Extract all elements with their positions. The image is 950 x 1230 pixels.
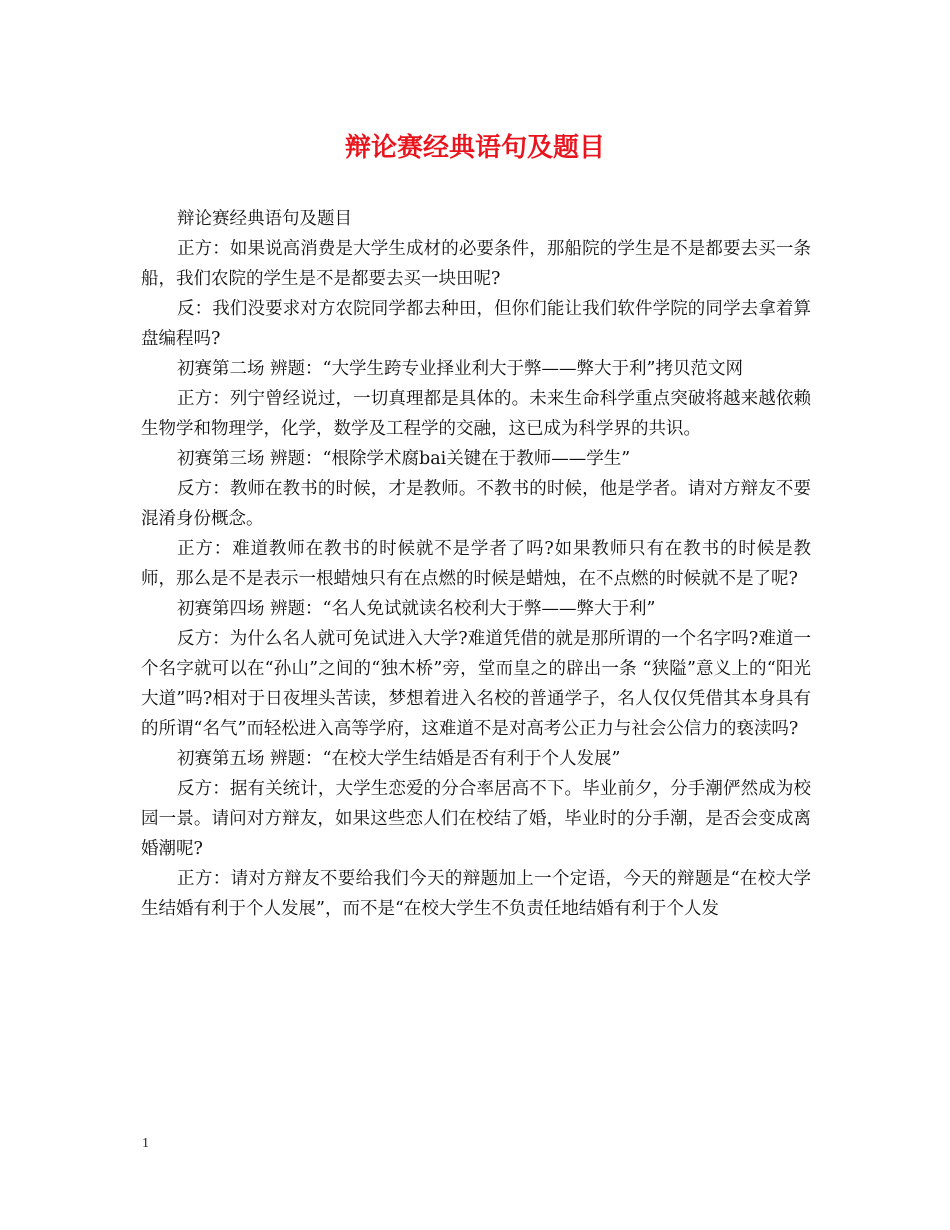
paragraph: 反方：教师在教书的时候，才是教师。不教书的时候，他是学者。请对方辩友不要混淆身份概念。 <box>141 479 811 529</box>
paragraph: 反方：据有关统计，大学生恋爱的分合率居高不下。毕业前夕，分手潮俨然成为校园一景。请问对方辩友，如果这些恋人们在校结了婚，毕业时的分手潮，是否会变成离婚潮呢? <box>141 779 811 859</box>
paragraph: 正方：如果说高消费是大学生成材的必要条件，那船院的学生是不是都要去买一条船，我们农院的学生是不是都要去买一块田呢? <box>141 239 811 289</box>
page-number: 1 <box>142 1136 149 1151</box>
paragraph: 正方：难道教师在教书的时候就不是学者了吗?如果教师只有在教书的时候是教师，那么是不是表示一根蜡烛只有在点燃的时候是蜡烛，在不点燃的时候就不是了呢? <box>141 539 811 589</box>
document-body <box>141 204 811 924</box>
paragraph: 正方：请对方辩友不要给我们今天的辩题加上一个定语，今天的辩题是“在校大学生结婚有利于个人发展”，而不是“在校大学生不负责任地结婚有利于个人发 <box>141 869 811 919</box>
paragraph: 初赛第五场 辨题：“在校大学生结婚是否有利于个人发展” <box>177 749 621 769</box>
paragraph: 反：我们没要求对方农院同学都去种田，但你们能让我们软件学院的同学去拿着算盘编程吗? <box>141 299 811 349</box>
paragraph: 辩论赛经典语句及题目 <box>177 209 352 229</box>
paragraph: 初赛第四场 辨题：“名人免试就读名校利大于弊——弊大于利” <box>177 599 656 619</box>
paragraph: 初赛第三场 辨题：“根除学术腐bai关键在于教师——学生” <box>177 449 631 469</box>
paragraph: 初赛第二场 辨题：“大学生跨专业择业利大于弊——弊大于利”拷贝范文网 <box>177 359 743 379</box>
paragraph: 反方：为什么名人就可免试进入大学?难道凭借的就是那所谓的一个名字吗?难道一个名字就可以在“孙山”之间的“独木桥”旁，堂而皇之的辟出一条 “狭隘”意义上的“阳光大道”吗?相对于日夜埋头苦读，梦想着进入名校的普通学子，名人仅仅凭借其本身具有的所谓“名气”而轻松进入高等学府，这难道不是对高考公正力与社会公信力的亵渎吗? <box>141 629 811 739</box>
paragraph: 正方：列宁曾经说过，一切真理都是具体的。未来生命科学重点突破将越来越依赖生物学和物理学，化学，数学及工程学的交融，这已成为科学界的共识。 <box>141 389 811 439</box>
document-title: 辩论赛经典语句及题目 <box>344 133 605 163</box>
